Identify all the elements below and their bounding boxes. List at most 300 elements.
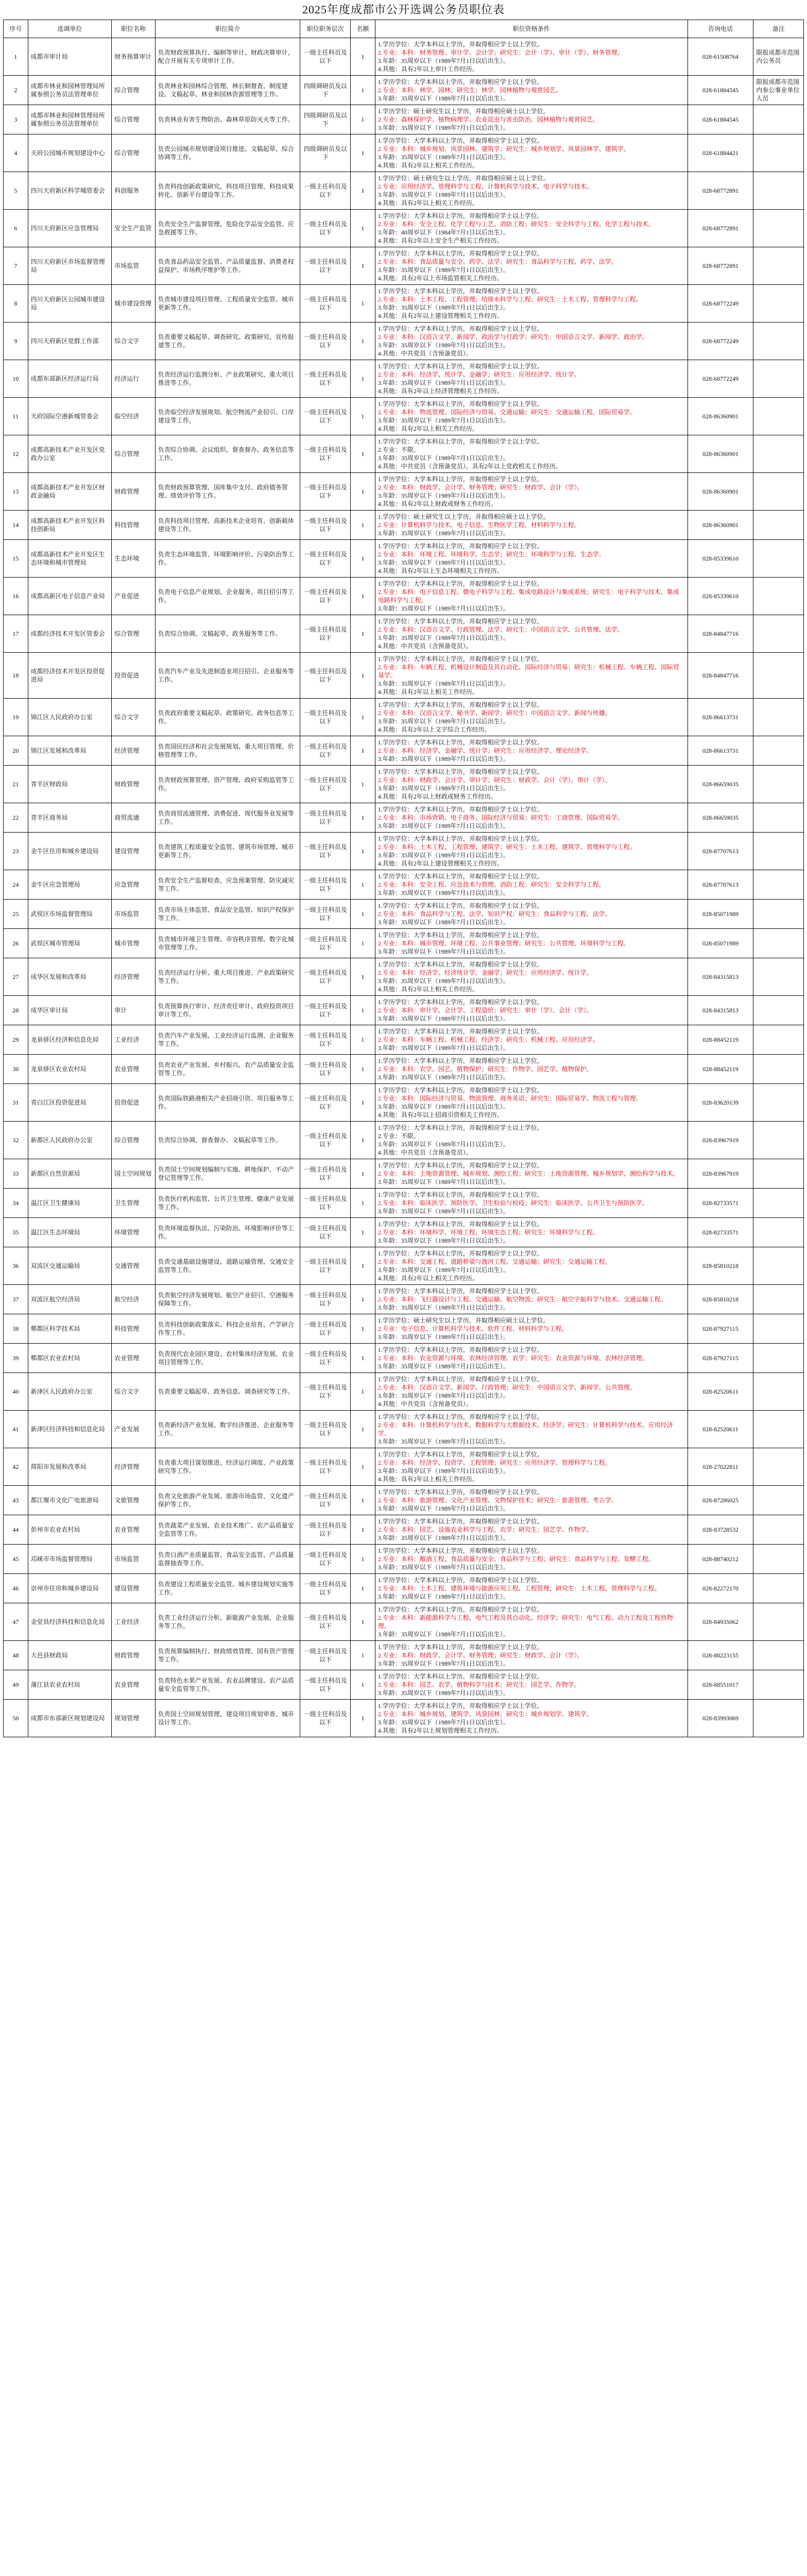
cell-unit: 天府国际空港新城管委会 — [28, 398, 112, 435]
table-row — [4, 736, 804, 766]
cell-tel: 028-61884545 — [688, 105, 753, 134]
cell-note — [753, 1084, 804, 1122]
cell-post: 综合管理 — [112, 615, 156, 653]
cell-tel: 028-87927115 — [688, 1344, 753, 1373]
requirement-line: 2.专业：本科：电子信息工程、微电子科学与工程、集成电路设计与集成系统；研究生：电子科学与技术、集成电路科学与工程。 — [377, 588, 679, 604]
requirement-line: 2.专业：本科：土木工程、工程管理、建筑学；研究生：土木工程、建筑学、管理科学与工程。 — [377, 843, 636, 851]
cell-level: 一级主任科员及以下 — [300, 1247, 351, 1285]
requirement-line: 2.专业：本科：经济学、经济统计学、金融学；研究生：应用经济学、统计学。 — [377, 969, 593, 976]
requirement-line: 2.专业：本科：飞行器设计与工程、交通运输、航空物流；研究生：航空宇航科学与技术、交通运输工程。 — [377, 1296, 667, 1303]
cell-desc: 负责现代农业园区建设、农村集体经济发展、农业项目管理等工作。 — [155, 1344, 300, 1373]
cell-no: 1 — [4, 38, 28, 76]
table-row — [4, 1373, 804, 1411]
cell-reqs — [375, 1545, 688, 1574]
cell-post: 科技管理 — [112, 1314, 156, 1344]
requirement-line: 3.年龄：35周岁以下（1989年7月1日以后出生）。 — [377, 379, 509, 386]
table-row — [4, 1641, 804, 1670]
cell-level: 一级主任科员及以下 — [300, 1545, 351, 1574]
cell-reqs — [375, 1670, 688, 1700]
cell-tel: 028-86613731 — [688, 736, 753, 766]
cell-desc: 负责预算执行审计、经济责任审计、政府投资项目审计等工作。 — [155, 996, 300, 1025]
requirement-line: 4.其他：具有2年以上相关工作经历。 — [377, 425, 478, 432]
cell-level: 一级主任科员及以下 — [300, 699, 351, 736]
cell-reqs — [375, 511, 688, 540]
cell-post: 城市建设管理 — [112, 285, 156, 323]
cell-level: 一级主任科员及以下 — [300, 1641, 351, 1670]
cell-desc: 负责国际铁路港相关产业招商引资、项目服务等工作。 — [155, 1084, 300, 1122]
table-row — [4, 105, 804, 134]
cell-note — [753, 653, 804, 699]
cell-tel: 028-88551017 — [688, 1670, 753, 1700]
cell-no: 8 — [4, 285, 28, 323]
cell-quota: 1 — [351, 653, 375, 699]
table-row — [4, 1247, 804, 1285]
requirement-line: 1.学历学位：大学本科以上学历，并取得相应学士以上学位。 — [377, 41, 543, 48]
cell-level: 一级主任科员及以下 — [300, 803, 351, 833]
cell-desc: 负责新经济产业发展、数字经济推进、企业服务等工作。 — [155, 1411, 300, 1448]
header-post: 职位名称 — [112, 20, 156, 38]
cell-desc: 负责文化旅游产业发展、旅游市场监管、文化遗产保护等工作。 — [155, 1486, 300, 1515]
requirement-line: 1.学历学位：大学本科以上学历，并取得相应学士以上学位。 — [377, 1057, 543, 1064]
table-row — [4, 473, 804, 511]
cell-tel: 028-88452119 — [688, 1055, 753, 1084]
requirement-line: 3.年龄：35周岁以下（1989年7月1日以后出生）。 — [377, 559, 509, 566]
cell-quota: 1 — [351, 1411, 375, 1448]
cell-post: 产业促进 — [112, 578, 156, 615]
requirement-line: 2.专业：本科：新能源科学与工程、电气工程及其自动化、经济学；研究生：电气工程、动力工程及工程热物理。 — [377, 1614, 673, 1630]
requirement-line: 2.专业：本科：酿酒工程、食品质量与安全、食品科学与工程；研究生：食品科学与工程、发酵工程。 — [377, 1555, 655, 1563]
cell-tel: 028-86360901 — [688, 398, 753, 435]
cell-reqs — [375, 958, 688, 996]
requirement-line: 1.学历学位：大学本科以上学历，并取得相应学士以上学位。 — [377, 1702, 543, 1709]
requirement-line: 3.年龄：35周岁以下（1989年7月1日以后出生）。 — [377, 266, 509, 274]
cell-tel: 028-83728532 — [688, 1515, 753, 1545]
cell-post: 综合文字 — [112, 699, 156, 736]
cell-tel: 028-87707613 — [688, 833, 753, 870]
cell-quota: 1 — [351, 1025, 375, 1055]
requirement-line: 2.专业：本科：环境工程、环境科学、生态学；研究生：环境科学与工程、生态学。 — [377, 551, 605, 558]
cell-quota: 1 — [351, 360, 375, 398]
cell-reqs — [375, 210, 688, 247]
cell-quota: 1 — [351, 285, 375, 323]
cell-note — [753, 736, 804, 766]
cell-note — [753, 958, 804, 996]
cell-reqs — [375, 1373, 688, 1411]
cell-reqs — [375, 1247, 688, 1285]
header-desc: 职位简介 — [155, 20, 300, 38]
positions-table — [3, 20, 804, 1737]
cell-unit: 四川天府新区科学城管委会 — [28, 172, 112, 210]
cell-level: 一级主任科员及以下 — [300, 929, 351, 958]
cell-desc: 负责航空经济发展规划、航空产业招引、空港服务保障等工作。 — [155, 1285, 300, 1314]
requirement-line: 2.专业：不限。 — [377, 1132, 420, 1140]
cell-level: 一级主任科员及以下 — [300, 653, 351, 699]
requirement-line: 2.专业：本科：汉语言文学、行政管理、法学；研究生：中国语言文学、公共管理、法学。 — [377, 626, 624, 633]
requirement-line: 1.学历学位：大学本科以上学历，并取得相应学士以上学位。 — [377, 250, 543, 257]
cell-unit: 成都高新技术产业开发区党政办公室 — [28, 435, 112, 473]
cell-no: 14 — [4, 511, 28, 540]
cell-tel: 028-88740212 — [688, 1545, 753, 1574]
cell-unit: 天府公园城市规划建设中心 — [28, 134, 112, 172]
cell-unit: 成都经济技术开发区投资促进局 — [28, 653, 112, 699]
table-header — [4, 20, 804, 38]
requirement-line: 1.学历学位：大学本科以上学历，并取得相应学士以上学位。 — [377, 739, 543, 746]
cell-desc: 负责商贸流通管理、消费促进、现代服务业发展等工作。 — [155, 803, 300, 833]
cell-level: 一级主任科员及以下 — [300, 1189, 351, 1218]
cell-post: 安全生产监管 — [112, 210, 156, 247]
cell-post: 农业管理 — [112, 1055, 156, 1084]
cell-tel: 028-88223155 — [688, 1641, 753, 1670]
cell-unit: 双流区交通运输局 — [28, 1247, 112, 1285]
table-row — [4, 1486, 804, 1515]
table-row — [4, 38, 804, 76]
cell-note — [753, 615, 804, 653]
requirement-line: 1.学历学位：大学本科以上学历，并取得相应学士以上学位。 — [377, 287, 543, 295]
cell-reqs — [375, 1314, 688, 1344]
cell-note — [753, 1055, 804, 1084]
requirement-line: 3.年龄：40周岁以下（1984年7月1日以后出生）。 — [377, 229, 509, 236]
cell-reqs — [375, 105, 688, 134]
cell-level: 一级主任科员及以下 — [300, 540, 351, 578]
cell-note — [753, 134, 804, 172]
cell-post: 综合管理 — [112, 76, 156, 105]
requirement-line: 2.专业：本科：市场营销、电子商务、国际经济与贸易；研究生：工商管理、国际贸易学。 — [377, 814, 624, 821]
requirement-line: 3.年龄：35周岁以下（1989年7月1日以后出生）。 — [377, 1505, 509, 1512]
table-row — [4, 833, 804, 870]
requirement-line: 3.年龄：35周岁以下（1989年7月1日以后出生）。 — [377, 718, 509, 725]
cell-desc: 负责汽车产业及先进制造业项目招引、企业服务等工作。 — [155, 653, 300, 699]
table-row — [4, 766, 804, 803]
cell-no: 19 — [4, 699, 28, 736]
cell-level: 一级主任科员及以下 — [300, 285, 351, 323]
cell-post: 国土空间规划 — [112, 1159, 156, 1189]
cell-reqs — [375, 76, 688, 105]
cell-level: 一级主任科员及以下 — [300, 38, 351, 76]
cell-tel: 028-86360901 — [688, 511, 753, 540]
cell-reqs — [375, 247, 688, 285]
cell-tel: 028-61884545 — [688, 76, 753, 105]
cell-reqs — [375, 134, 688, 172]
requirement-line: 1.学历学位：大学本科以上学历，并取得相应学士以上学位。 — [377, 78, 543, 86]
requirement-line: 2.专业：本科：临床医学、预防医学、卫生检验与检疫；研究生：临床医学、公共卫生与预防医学。 — [377, 1199, 648, 1207]
cell-reqs — [375, 360, 688, 398]
cell-desc: 负责建筑工程质量安全监管、建筑市场管理、城市更新等工作。 — [155, 833, 300, 870]
cell-reqs — [375, 1218, 688, 1247]
cell-reqs — [375, 653, 688, 699]
requirement-line: 2.专业：本科：财政学、会计学、财务管理；研究生：财政学、会计（学）。 — [377, 484, 583, 491]
requirement-line: 4.其他：具有2年以上文字综合工作经历。 — [377, 726, 491, 733]
cell-desc: 负责城市建设项目管理、工程质量安全监管、城市更新等工作。 — [155, 285, 300, 323]
cell-post: 农业管理 — [112, 1344, 156, 1373]
cell-unit: 都江堰市文化广电旅游局 — [28, 1486, 112, 1515]
requirement-line: 4.其他：具有2年以上相关工作经历。 — [377, 162, 478, 169]
cell-reqs — [375, 900, 688, 929]
cell-quota: 1 — [351, 1344, 375, 1373]
cell-level: 一级主任科员及以下 — [300, 360, 351, 398]
cell-no: 26 — [4, 929, 28, 958]
cell-note — [753, 1159, 804, 1189]
cell-level: 一级主任科员及以下 — [300, 1314, 351, 1344]
requirement-line: 2.专业：本科：土地资源管理、城乡规划、测绘工程；研究生：土地资源管理、城乡规划学、测绘科学与技术。 — [377, 1170, 679, 1177]
cell-desc: 负责综合协调、会议组织、督查督办、政务信息等工作。 — [155, 435, 300, 473]
cell-unit: 四川天府新区党群工作部 — [28, 323, 112, 360]
cell-unit: 新都区自然资源局 — [28, 1159, 112, 1189]
requirement-line: 1.学历学位：大学本科以上学历，并取得相应学士以上学位。 — [377, 1124, 543, 1131]
cell-post: 综合管理 — [112, 134, 156, 172]
table-row — [4, 323, 804, 360]
requirement-line: 1.学历学位：大学本科以上学历，并取得相应学士以上学位。 — [377, 580, 543, 587]
requirement-line: 2.专业：本科：土木工程、工程管理、给排水科学与工程；研究生：土木工程、管理科学与工程。 — [377, 296, 642, 303]
cell-post: 经济管理 — [112, 1448, 156, 1486]
cell-note — [753, 996, 804, 1025]
cell-no: 35 — [4, 1218, 28, 1247]
cell-note: 限报成都市范围内参公事业单位人员 — [753, 76, 804, 105]
cell-no: 25 — [4, 900, 28, 929]
cell-quota: 1 — [351, 615, 375, 653]
requirement-line: 3.年龄：35周岁以下（1989年7月1日以后出生）。 — [377, 1719, 509, 1726]
cell-reqs — [375, 699, 688, 736]
requirement-line: 2.专业：本科：城市管理、环境工程、公共事业管理；研究生：公共管理、环境科学与工程。 — [377, 940, 630, 947]
cell-post: 综合文字 — [112, 1373, 156, 1411]
requirement-line: 1.学历学位：大学本科以上学历，并取得相应学士以上学位。 — [377, 1162, 543, 1169]
cell-no: 34 — [4, 1189, 28, 1218]
cell-no: 42 — [4, 1448, 28, 1486]
cell-no: 18 — [4, 653, 28, 699]
cell-quota: 1 — [351, 172, 375, 210]
requirement-line: 1.学历学位：大学本科以上学历，并取得相应学士以上学位。 — [377, 655, 543, 663]
requirement-line: 2.专业：电子信息、计算机科学与技术、软件工程、材料科学与工程。 — [377, 1325, 568, 1332]
cell-tel: 028-85339610 — [688, 578, 753, 615]
cell-unit: 成华区审计局 — [28, 996, 112, 1025]
table-row — [4, 615, 804, 653]
cell-note — [753, 1670, 804, 1700]
cell-desc: 负责国土空间规划编制与实施、耕地保护、不动产登记管理等工作。 — [155, 1159, 300, 1189]
cell-unit: 温江区生态环境局 — [28, 1218, 112, 1247]
requirement-line: 1.学历学位：硕士研究生以上学历，并取得相应硕士以上学位。 — [377, 108, 550, 115]
cell-post: 卫生管理 — [112, 1189, 156, 1218]
requirement-line: 3.年龄：35周岁以下（1989年7月1日以后出生）。 — [377, 1438, 509, 1445]
cell-unit: 龙泉驿区农业农村局 — [28, 1055, 112, 1084]
cell-no: 29 — [4, 1025, 28, 1055]
cell-post: 经济管理 — [112, 958, 156, 996]
cell-post: 工业经济 — [112, 1025, 156, 1055]
cell-note — [753, 1448, 804, 1486]
cell-level: 一级主任科员及以下 — [300, 615, 351, 653]
cell-note — [753, 1314, 804, 1344]
cell-post: 市场监管 — [112, 247, 156, 285]
cell-no: 50 — [4, 1700, 28, 1737]
requirement-line: 1.学历学位：大学本科以上学历，并取得相应学士以上学位。 — [377, 873, 543, 880]
requirement-line: 1.学历学位：大学本科以上学历，并取得相应学士以上学位。 — [377, 1250, 543, 1257]
requirement-line: 3.年龄：35周岁以下（1989年7月1日以后出生）。 — [377, 785, 509, 792]
cell-post: 综合管理 — [112, 105, 156, 134]
cell-level: 一级主任科员及以下 — [300, 996, 351, 1025]
requirement-line: 1.学历学位：硕士研究生以上学历，并取得相应硕士以上学位。 — [377, 175, 550, 182]
cell-no: 48 — [4, 1641, 28, 1670]
cell-no: 27 — [4, 958, 28, 996]
table-row — [4, 1285, 804, 1314]
cell-unit: 青白江区投资促进局 — [28, 1084, 112, 1122]
cell-no: 30 — [4, 1055, 28, 1084]
requirement-line: 2.专业：本科：车辆工程、机械设计制造及其自动化、国际经济与贸易；研究生：机械工程、车辆工程、国际贸易学。 — [377, 664, 679, 679]
cell-quota: 1 — [351, 1247, 375, 1285]
requirement-line: 3.年龄：35周岁以下（1989年7月1日以后出生）。 — [377, 1564, 509, 1571]
cell-note — [753, 1545, 804, 1574]
cell-level: 一级主任科员及以下 — [300, 511, 351, 540]
cell-quota: 1 — [351, 1084, 375, 1122]
requirement-line: 1.学历学位：大学本科以上学历，并取得相应学士以上学位。 — [377, 1376, 543, 1383]
cell-quota: 1 — [351, 929, 375, 958]
requirement-line: 1.学历学位：大学本科以上学历，并取得相应学士以上学位。 — [377, 835, 543, 842]
cell-quota: 1 — [351, 1700, 375, 1737]
cell-unit: 锦江区人民政府办公室 — [28, 699, 112, 736]
cell-unit: 金堂县经济科技和信息化局 — [28, 1603, 112, 1641]
table-row — [4, 1603, 804, 1641]
cell-post: 科创服务 — [112, 172, 156, 210]
cell-no: 9 — [4, 323, 28, 360]
requirement-line: 3.年龄：35周岁以下（1989年7月1日以后出生）。 — [377, 1103, 509, 1110]
table-row — [4, 1515, 804, 1545]
cell-no: 2 — [4, 76, 28, 105]
requirement-line: 2.专业：本科：物流管理、国际经济与贸易、交通运输；研究生：交通运输工程、国际贸易学。 — [377, 409, 636, 416]
requirement-line: 2.专业：本科：环境科学、环境工程、环境生态工程；研究生：环境科学与工程。 — [377, 1229, 599, 1236]
cell-post: 生态环境 — [112, 540, 156, 578]
header-unit: 选调单位 — [28, 20, 112, 38]
cell-desc: 负责环境监督执法、污染防治、环境影响评价等工作。 — [155, 1218, 300, 1247]
table-row — [4, 1084, 804, 1122]
cell-reqs — [375, 803, 688, 833]
cell-unit: 成都经济技术开发区管委会 — [28, 615, 112, 653]
requirement-line: 3.年龄：35周岁以下（1989年7月1日以后出生）。 — [377, 1593, 509, 1600]
cell-desc: 负责白酒产业质量监管、食品安全监管、产品质量监督抽查等工作。 — [155, 1545, 300, 1574]
requirement-line: 3.年龄：35周岁以下（1989年7月1日以后出生）。 — [377, 154, 509, 161]
cell-tel: 028-84315813 — [688, 958, 753, 996]
cell-unit: 成都市东部新区规划建设局 — [28, 1700, 112, 1737]
cell-reqs — [375, 1700, 688, 1737]
cell-no: 37 — [4, 1285, 28, 1314]
cell-desc: 负责食品药品安全监管、产品质量监督、消费者权益保护、市场秩序维护等工作。 — [155, 247, 300, 285]
requirement-line: 1.学历学位：大学本科以上学历，并取得相应学士以上学位。 — [377, 618, 543, 625]
cell-note — [753, 285, 804, 323]
cell-tel: 028-82520611 — [688, 1411, 753, 1448]
table-row — [4, 435, 804, 473]
cell-tel: 028-86360901 — [688, 473, 753, 511]
cell-unit: 蒲江县农业农村局 — [28, 1670, 112, 1700]
cell-tel: 028-84847716 — [688, 615, 753, 653]
cell-note — [753, 1344, 804, 1373]
cell-tel: 028-82733571 — [688, 1218, 753, 1247]
cell-tel: 028-61508764 — [688, 38, 753, 76]
requirement-line: 2.专业：不限。 — [377, 446, 420, 453]
requirement-line: 3.年龄：35周岁以下（1989年7月1日以后出生）。 — [377, 948, 509, 955]
cell-tel: 028-82733571 — [688, 1189, 753, 1218]
cell-no: 23 — [4, 833, 28, 870]
requirement-line: 4.其他：具有2年以上生态环境相关工作经历。 — [377, 567, 503, 574]
cell-no: 44 — [4, 1515, 28, 1545]
requirement-line: 2.专业：本科：计算机科学与技术、数据科学与大数据技术、经济学；研究生：计算机科学与技术、应用经济学。 — [377, 1421, 673, 1437]
cell-note — [753, 323, 804, 360]
header-quota: 名额 — [351, 20, 375, 38]
cell-no: 3 — [4, 105, 28, 134]
requirement-line: 2.专业：本科：汉语言文学、新闻学、政治学与行政学；研究生：中国语言文学、新闻学、政治学。 — [377, 333, 648, 341]
cell-unit: 成都市林业和园林管理局所属参照公务员法管理单位 — [28, 105, 112, 134]
cell-post: 交通管理 — [112, 1247, 156, 1285]
requirement-line: 1.学历学位：大学本科以上学历，并取得相应学士以上学位。 — [377, 1221, 543, 1228]
cell-unit: 彭州市农业农村局 — [28, 1515, 112, 1545]
cell-post: 财政管理 — [112, 473, 156, 511]
requirement-line: 1.学历学位：大学本科以上学历，并取得相应学士以上学位。 — [377, 363, 543, 370]
cell-desc: 负责建设工程质量安全监管、城乡建设规划实施等工作。 — [155, 1574, 300, 1603]
cell-note — [753, 435, 804, 473]
table-header-row — [4, 20, 804, 38]
cell-unit: 武侯区市场监督管理局 — [28, 900, 112, 929]
cell-quota: 1 — [351, 247, 375, 285]
cell-post: 投资促进 — [112, 1084, 156, 1122]
cell-level: 一级主任科员及以下 — [300, 766, 351, 803]
cell-no: 31 — [4, 1084, 28, 1122]
cell-desc: 负责经济运行监测分析、产业政策研究、重大项目推进等工作。 — [155, 360, 300, 398]
requirement-line: 3.年龄：35周岁以下（1989年7月1日以后出生）。 — [377, 680, 509, 687]
cell-reqs — [375, 578, 688, 615]
cell-desc: 负责经济运行分析、重大项目推进、产业政策研究等工作。 — [155, 958, 300, 996]
cell-reqs — [375, 540, 688, 578]
cell-desc: 负责科技创新政策研究、科技项目管理、科技成果转化、创新平台建设等工作。 — [155, 172, 300, 210]
cell-reqs — [375, 870, 688, 900]
requirement-line: 2.专业：本科：农业资源与环境、农林经济管理、农学；研究生：农业资源与环境、农林经济管理。 — [377, 1354, 648, 1362]
cell-reqs — [375, 766, 688, 803]
cell-quota: 1 — [351, 1218, 375, 1247]
cell-note — [753, 1373, 804, 1411]
cell-no: 45 — [4, 1545, 28, 1574]
cell-quota: 1 — [351, 1603, 375, 1641]
requirement-line: 1.学历学位：大学本科以上学历，并取得相应学士以上学位。 — [377, 543, 543, 550]
cell-post: 经济管理 — [112, 736, 156, 766]
requirement-line: 4.其他：具有2年以上财政或财务工作经历。 — [377, 793, 497, 800]
cell-no: 6 — [4, 210, 28, 247]
cell-note — [753, 1025, 804, 1055]
table-row — [4, 699, 804, 736]
cell-reqs — [375, 833, 688, 870]
cell-quota: 1 — [351, 1314, 375, 1344]
table-row — [4, 1448, 804, 1486]
requirement-line: 1.学历学位：大学本科以上学历，并取得相应学士以上学位。 — [377, 325, 543, 332]
requirement-line: 3.年龄：35周岁以下（1989年7月1日以后出生）。 — [377, 454, 509, 462]
cell-reqs — [375, 996, 688, 1025]
table-row — [4, 76, 804, 105]
cell-unit: 成都高新技术产业开发区财政金融局 — [28, 473, 112, 511]
cell-quota: 1 — [351, 1515, 375, 1545]
cell-quota: 1 — [351, 105, 375, 134]
cell-unit: 大邑县财政局 — [28, 1641, 112, 1670]
requirement-line: 1.学历学位：硕士研究生以上学历，并取得相应硕士以上学位。 — [377, 513, 550, 520]
requirement-line: 2.专业：本科：城乡规划、风景园林、建筑学；研究生：城乡规划学、风景园林学、建筑学。 — [377, 145, 630, 152]
requirement-line: 3.年龄：35周岁以下（1989年7月1日以后出生）。 — [377, 191, 509, 198]
cell-no: 28 — [4, 996, 28, 1025]
cell-level: 一级主任科员及以下 — [300, 1055, 351, 1084]
cell-tel: 028-85071989 — [688, 929, 753, 958]
table-row — [4, 803, 804, 833]
cell-no: 38 — [4, 1314, 28, 1344]
cell-no: 10 — [4, 360, 28, 398]
cell-unit: 锦江区发展和改革局 — [28, 736, 112, 766]
cell-level: 一级主任科员及以下 — [300, 1700, 351, 1737]
table-row — [4, 540, 804, 578]
requirement-line: 2.专业：本科：汉语言文学、新闻学、行政管理；研究生：中国语言文学、新闻学、公共管理。 — [377, 1384, 636, 1391]
cell-note — [753, 1247, 804, 1285]
cell-desc: 负责重要文稿起草、调查研究、政策研究、宣传报道等工作。 — [155, 323, 300, 360]
table-row — [4, 1670, 804, 1700]
cell-level: 一级主任科员及以下 — [300, 1285, 351, 1314]
